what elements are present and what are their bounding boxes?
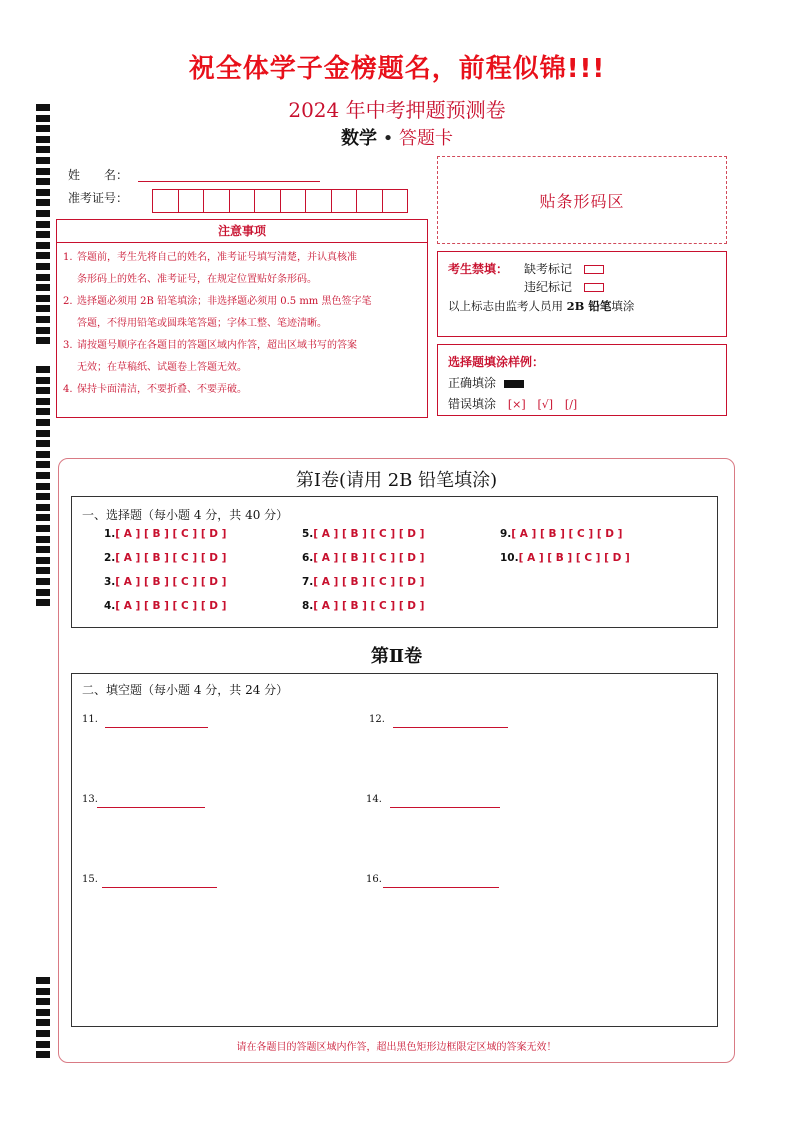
timing-mark [36,104,50,111]
timing-mark [36,440,50,447]
timing-mark [36,557,50,564]
notice-item-text: 选择题必须用 2B 铅笔填涂；非选择题必须用 0.5 mm 黑色签字笔 [77,296,372,307]
notice-item-number [63,357,77,379]
forbid-note-pre: 以上标志由监考人员用 [448,299,567,313]
notice-item [63,247,421,269]
wrong-fill-row [448,395,577,412]
timing-mark [36,242,50,249]
timing-mark [36,136,50,143]
notice-item-number: 1. [63,252,73,263]
notice-item-text: 请按题号顺序在各题目的答题区域内作答，超出区域书写的答案 [77,340,357,351]
notice-item [63,357,421,379]
timing-mark [36,327,50,334]
choice-question[interactable] [302,600,424,612]
exam-id-digit-box[interactable] [382,189,409,213]
question-number: 2. [104,552,116,564]
question-number: 7. [302,576,314,588]
name-label: 姓 名： [68,168,129,182]
option-bubbles[interactable]: [ A ] [ B ] [ C ] [ D ] [313,552,425,564]
exam-id-digit-box[interactable] [305,189,332,213]
timing-mark [36,578,50,585]
timing-mark [36,231,50,238]
footer-warning: 请在各题目的答题区域内作答，超出黑色矩形边框限定区域的答案无效！ [236,1042,557,1053]
question-number: 1. [104,528,116,540]
proctor-only-box [437,251,727,337]
absent-mark-box[interactable] [584,265,604,274]
option-bubbles[interactable]: [ A ] [ B ] [ C ] [ D ] [115,576,227,588]
timing-mark [36,599,50,606]
wrong-mark-3: [/] [564,398,578,411]
motto-banner: 祝全体学子金榜题名，前程似锦!!! [188,54,606,84]
exam-id-digit-box[interactable] [203,189,230,213]
timing-mark [36,998,50,1005]
option-bubbles[interactable]: [ A ] [ B ] [ C ] [ D ] [511,528,623,540]
timing-mark [36,525,50,532]
card-label: 答题卡 [399,128,454,149]
fill-section-title: 二、填空题（每小题 4 分，共 24 分） [82,683,289,697]
question-number: 5. [302,528,314,540]
choice-question[interactable] [104,576,226,588]
question-number: 6. [302,552,314,564]
exam-id-boxes[interactable] [152,189,407,213]
timing-mark [36,398,50,405]
notice-item-number: 2. [63,296,73,307]
option-bubbles[interactable]: [ A ] [ B ] [ C ] [ D ] [115,528,227,540]
choice-question[interactable] [500,528,622,540]
subject-label: 数学 [340,128,377,149]
answer-blank-line[interactable] [105,726,208,728]
choice-question[interactable] [104,600,226,612]
choice-question[interactable] [500,552,630,564]
timing-mark [36,536,50,543]
timing-mark [36,461,50,468]
absent-mark-row [524,260,604,277]
timing-mark [36,988,50,995]
timing-mark [36,252,50,259]
exam-id-digit-box[interactable] [254,189,281,213]
question-number: 3. [104,576,116,588]
timing-mark [36,305,50,312]
timing-mark [36,451,50,458]
timing-mark [36,316,50,323]
timing-mark [36,157,50,164]
question-number: 8. [302,600,314,612]
violation-mark-box[interactable] [584,283,604,292]
timing-mark [36,295,50,302]
option-bubbles[interactable]: [ A ] [ B ] [ C ] [ D ] [313,600,425,612]
timing-mark [36,430,50,437]
exam-title: 2024 年中考押题预测卷 [288,98,506,122]
blank-number: 12. [369,714,385,725]
blank-number: 13. [82,794,98,805]
notice-item-text: 答题前，考生先将自己的姓名，准考证号填写清楚，并认真核准 [77,252,357,263]
question-number: 10. [500,552,519,564]
timing-mark [36,125,50,132]
answer-blank-line[interactable] [102,886,217,888]
timing-mark [36,274,50,281]
forbid-label: 考生禁填： [448,262,509,276]
correct-fill-mark [504,380,524,388]
timing-mark [36,178,50,185]
notice-title: 注意事项 [57,220,427,243]
timing-mark [36,977,50,984]
timing-mark [36,387,50,394]
timing-mark [36,408,50,415]
timing-mark [36,1030,50,1037]
timing-mark [36,263,50,270]
violation-mark-label: 违纪标记 [524,280,573,294]
notice-item-number: 4. [63,384,73,395]
timing-mark [36,115,50,122]
timing-mark [36,1041,50,1048]
question-number: 4. [104,600,116,612]
forbid-note-bold: 2B 铅笔 [566,299,612,313]
notice-item-number [63,269,77,291]
exam-id-digit-box[interactable] [280,189,307,213]
fill-sample-box [437,344,727,416]
part2-title: 第Ⅱ卷 [370,646,423,667]
blank-number: 11. [82,714,98,725]
notice-item-text: 保持卡面清洁，不要折叠、不要弄破。 [77,384,247,395]
timing-mark [36,546,50,553]
timing-mark [36,210,50,217]
option-bubbles[interactable]: [ A ] [ B ] [ C ] [ D ] [115,600,227,612]
forbid-note-post: 填涂 [611,299,635,313]
notice-item [63,269,421,291]
absent-mark-label: 缺考标记 [524,262,573,276]
fill-section-box [71,673,718,1027]
exam-id-label: 准考证号： [68,191,129,205]
answer-card-subtitle [0,124,794,150]
notice-box [56,219,428,418]
timing-mark [36,168,50,175]
blank-number: 14. [366,794,382,805]
option-bubbles[interactable]: [ A ] [ B ] [ C ] [ D ] [313,576,425,588]
answer-blank-line[interactable] [393,726,508,728]
sample-title: 选择题填涂样例： [448,355,545,369]
part1-title: 第Ⅰ卷(请用 2B 铅笔填涂) [295,470,498,491]
timing-mark [36,221,50,228]
timing-mark [36,514,50,521]
answer-blank-line[interactable] [97,806,205,808]
exam-id-digit-box[interactable] [229,189,256,213]
exam-id-digit-box[interactable] [178,189,205,213]
timing-mark [36,493,50,500]
timing-mark [36,1019,50,1026]
exam-id-digit-box[interactable] [331,189,358,213]
timing-mark [36,337,50,344]
notice-item-text: 条形码上的姓名、准考证号，在规定位置贴好条形码。 [77,274,317,285]
forbid-note [448,298,634,314]
timing-mark [36,567,50,574]
notice-item-number: 3. [63,340,73,351]
barcode-label: 贴条形码区 [539,191,625,211]
question-number: 9. [500,528,512,540]
choice-section-box [71,496,718,628]
timing-mark [36,366,50,373]
notice-item [63,313,421,335]
wrong-mark-1: [×] [507,398,526,411]
timing-mark [36,483,50,490]
correct-fill-label: 正确填涂 [448,376,497,390]
choice-question[interactable] [302,552,424,564]
option-bubbles[interactable]: [ A ] [ B ] [ C ] [ D ] [518,552,630,564]
timing-mark [36,189,50,196]
wrong-fill-label: 错误填涂 [448,397,497,411]
answer-blank-line[interactable] [390,806,500,808]
notice-item [63,335,421,357]
violation-mark-row [524,278,604,295]
correct-fill-row [448,374,524,391]
barcode-area [437,156,727,244]
name-field[interactable] [138,180,320,182]
choice-question[interactable] [302,576,424,588]
timing-mark [36,472,50,479]
timing-mark [36,146,50,153]
timing-mark [36,1009,50,1016]
notice-item [63,291,421,313]
notice-item-text: 无效；在草稿纸、试题卷上答题无效。 [77,362,247,373]
exam-id-digit-box[interactable] [152,189,179,213]
choice-question[interactable] [104,552,226,564]
choice-question[interactable] [104,528,226,540]
timing-mark [36,589,50,596]
option-bubbles[interactable]: [ A ] [ B ] [ C ] [ D ] [313,528,425,540]
notice-item [63,379,421,401]
subtitle-dot: • [376,128,400,149]
option-bubbles[interactable]: [ A ] [ B ] [ C ] [ D ] [115,552,227,564]
exam-id-digit-box[interactable] [356,189,383,213]
timing-mark [36,419,50,426]
timing-mark [36,1051,50,1058]
blank-number: 15. [82,874,98,885]
answer-blank-line[interactable] [383,886,499,888]
blank-number: 16. [366,874,382,885]
timing-mark [36,199,50,206]
timing-mark [36,377,50,384]
wrong-mark-2: [√] [537,398,554,411]
choice-question[interactable] [302,528,424,540]
timing-mark [36,284,50,291]
notice-item-number [63,313,77,335]
notice-item-text: 答题，不得用铅笔或圆珠笔答题；字体工整、笔迹清晰。 [77,318,327,329]
notice-list [57,243,427,401]
timing-mark [36,504,50,511]
choice-section-title: 一、选择题（每小题 4 分，共 40 分） [82,508,289,522]
